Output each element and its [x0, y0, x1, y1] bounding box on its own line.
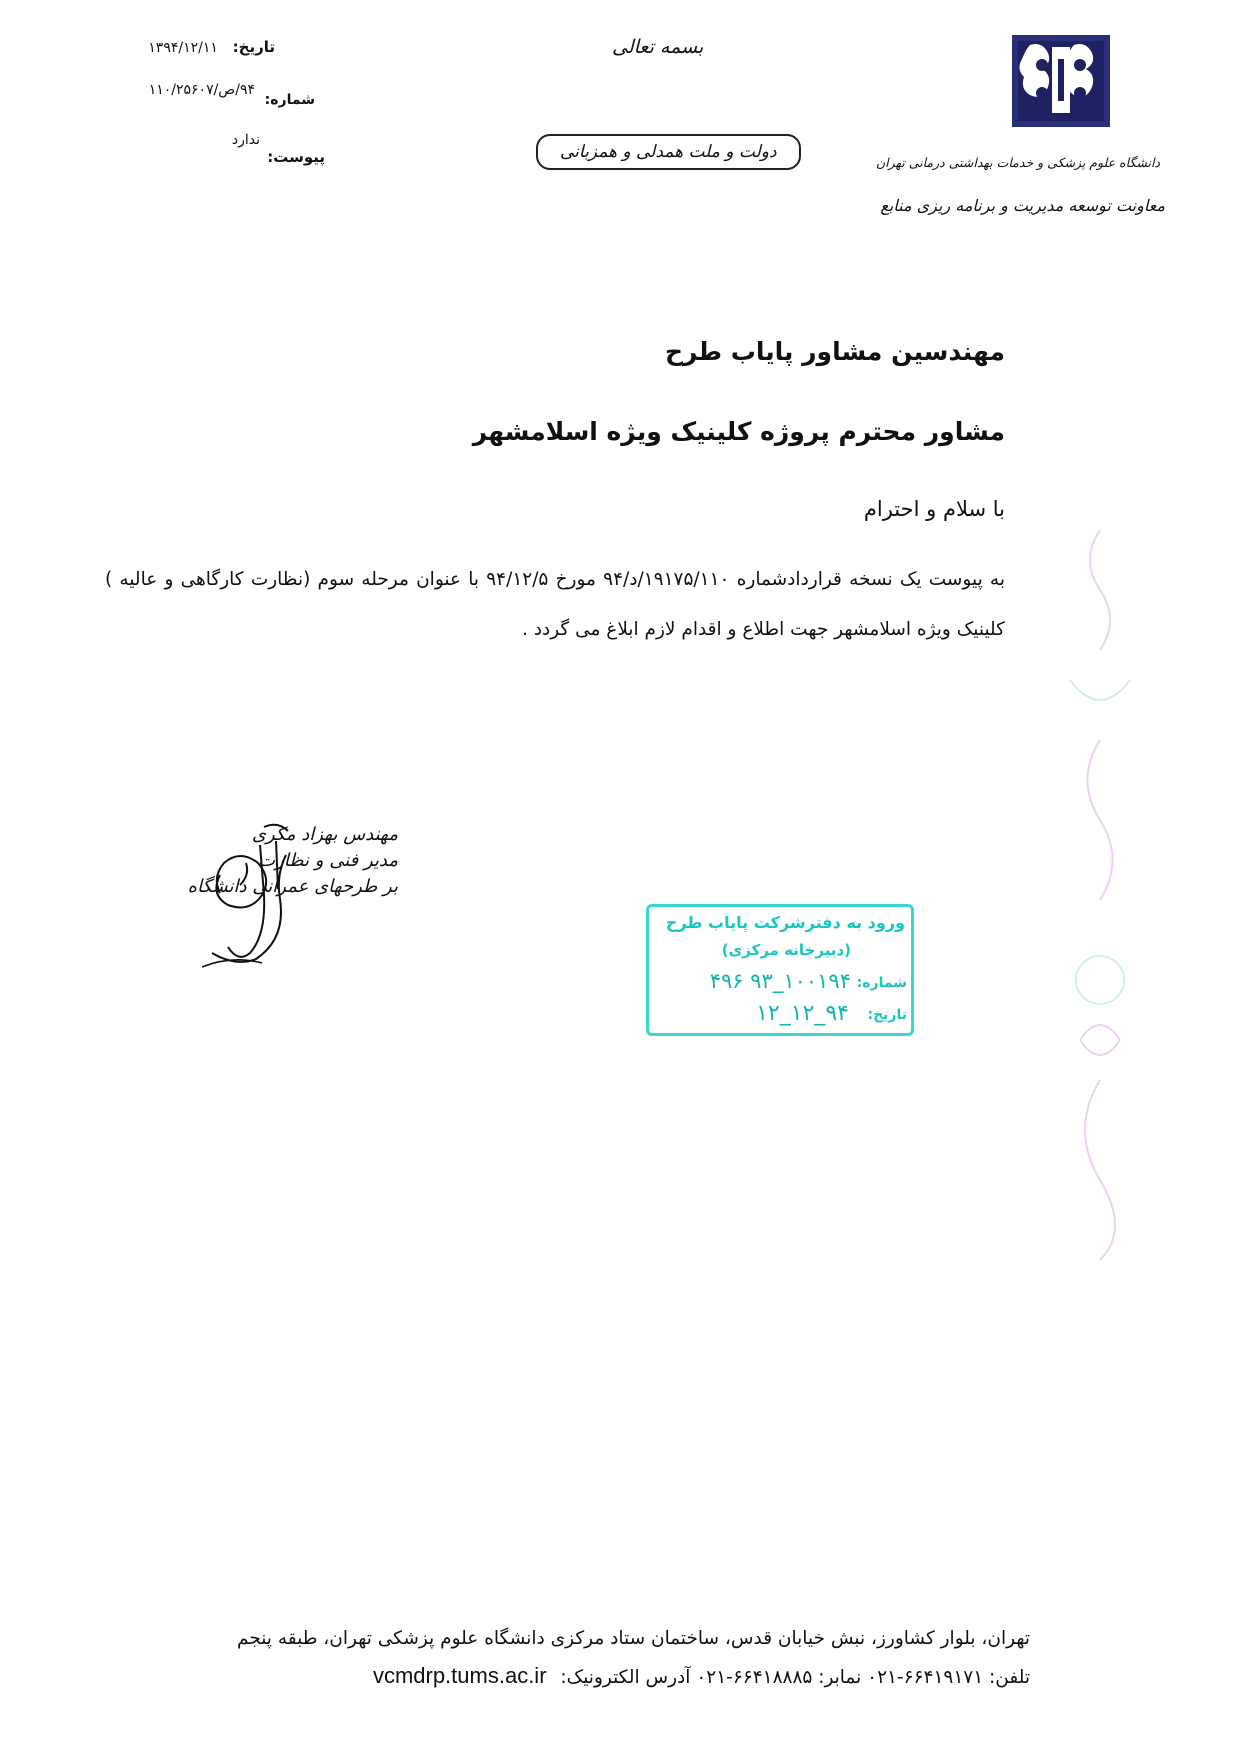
attachment-label: پیوست:	[267, 148, 325, 166]
footer-contact	[373, 1663, 1030, 1689]
bismillah: بسمه تعالی	[612, 36, 704, 58]
number-value-row	[149, 80, 255, 98]
slogan-banner: دولت و ملت همدلی و همزبانی	[536, 134, 801, 170]
stamp-date-value: ۹۴_۱۲_۱۲	[756, 1001, 849, 1026]
handwritten-signature	[200, 815, 310, 975]
attachment-row	[267, 148, 325, 166]
date-value: ۱۳۹۴/۱۲/۱۱	[148, 40, 218, 56]
university-logo	[1012, 35, 1110, 127]
receipt-stamp	[646, 904, 914, 1036]
watermark-ornament-icon	[1040, 520, 1160, 1260]
signature-name: مهندس بهزاد مکری	[251, 824, 398, 845]
footer-website[interactable]: vcmdrp.tums.ac.ir	[372, 1663, 547, 1688]
number-row	[265, 90, 315, 108]
decorative-watermark	[1040, 520, 1160, 1260]
attachment-value: ندارد	[231, 132, 260, 148]
signature-org: بر طرحهای عمرانی دانشگاه	[187, 876, 398, 897]
university-name: دانشگاه علوم پزشکی و خدمات بهداشتی درمانی تهران	[875, 155, 1160, 170]
number-value: ۹۴/ص/۱۱۰/۲۵۶۰۷	[148, 82, 255, 98]
stamp-number-label: شماره:	[856, 975, 907, 991]
attachment-value-row	[232, 130, 260, 148]
stamp-title: ورود به دفترشرکت پایاب طرح	[665, 913, 905, 932]
university-logo-icon	[1012, 35, 1110, 127]
date-label: تاریخ:	[232, 38, 275, 56]
footer-address: تهران، بلوار کشاورز، نبش خیابان قدس، ساختمان ستاد مرکزی دانشگاه علوم پزشکی تهران، طبقه پنجم	[236, 1628, 1030, 1649]
date-row	[148, 38, 275, 56]
signature-title: مدیر فنی و نظارت	[258, 850, 398, 871]
stamp-date-label: تاریخ:	[867, 1007, 907, 1023]
stamp-number-value: ۱۰۰۱۹۴_۹۳ ۴۹۶	[709, 969, 851, 993]
stamp-subtitle: (دبیرخانه مرکزی)	[721, 941, 851, 959]
number-label: شماره:	[264, 92, 315, 108]
salutation: با سلام و احترام	[863, 497, 1005, 521]
letter-body: به پیوست یک نسخه قراردادشماره ۱۹۱۷۵/۱۱۰/د/۹۴ مورخ ۹۴/۱۲/۵ با عنوان مرحله سوم (نظارت کارگاهی و عالیه ) کلینیک ویژه اسلامشهر جهت اطلاع و اقدام لازم ابلاغ می گردد .	[105, 569, 1005, 640]
addressee-line-1: مهندسین مشاور پایاب طرح	[664, 337, 1005, 366]
handwritten-signature-icon	[200, 815, 310, 975]
addressee-line-2: مشاور محترم پروژه کلینیک ویژه اسلامشهر	[472, 417, 1005, 446]
department-name: معاونت توسعه مدیریت و برنامه ریزی منابع	[880, 196, 1165, 215]
footer-contact-text: تلفن: ۶۶۴۱۹۱۷۱-۰۲۱ نمابر: ۶۶۴۱۸۸۸۵-۰۲۱ آدرس الکترونیک:	[560, 1667, 1030, 1688]
